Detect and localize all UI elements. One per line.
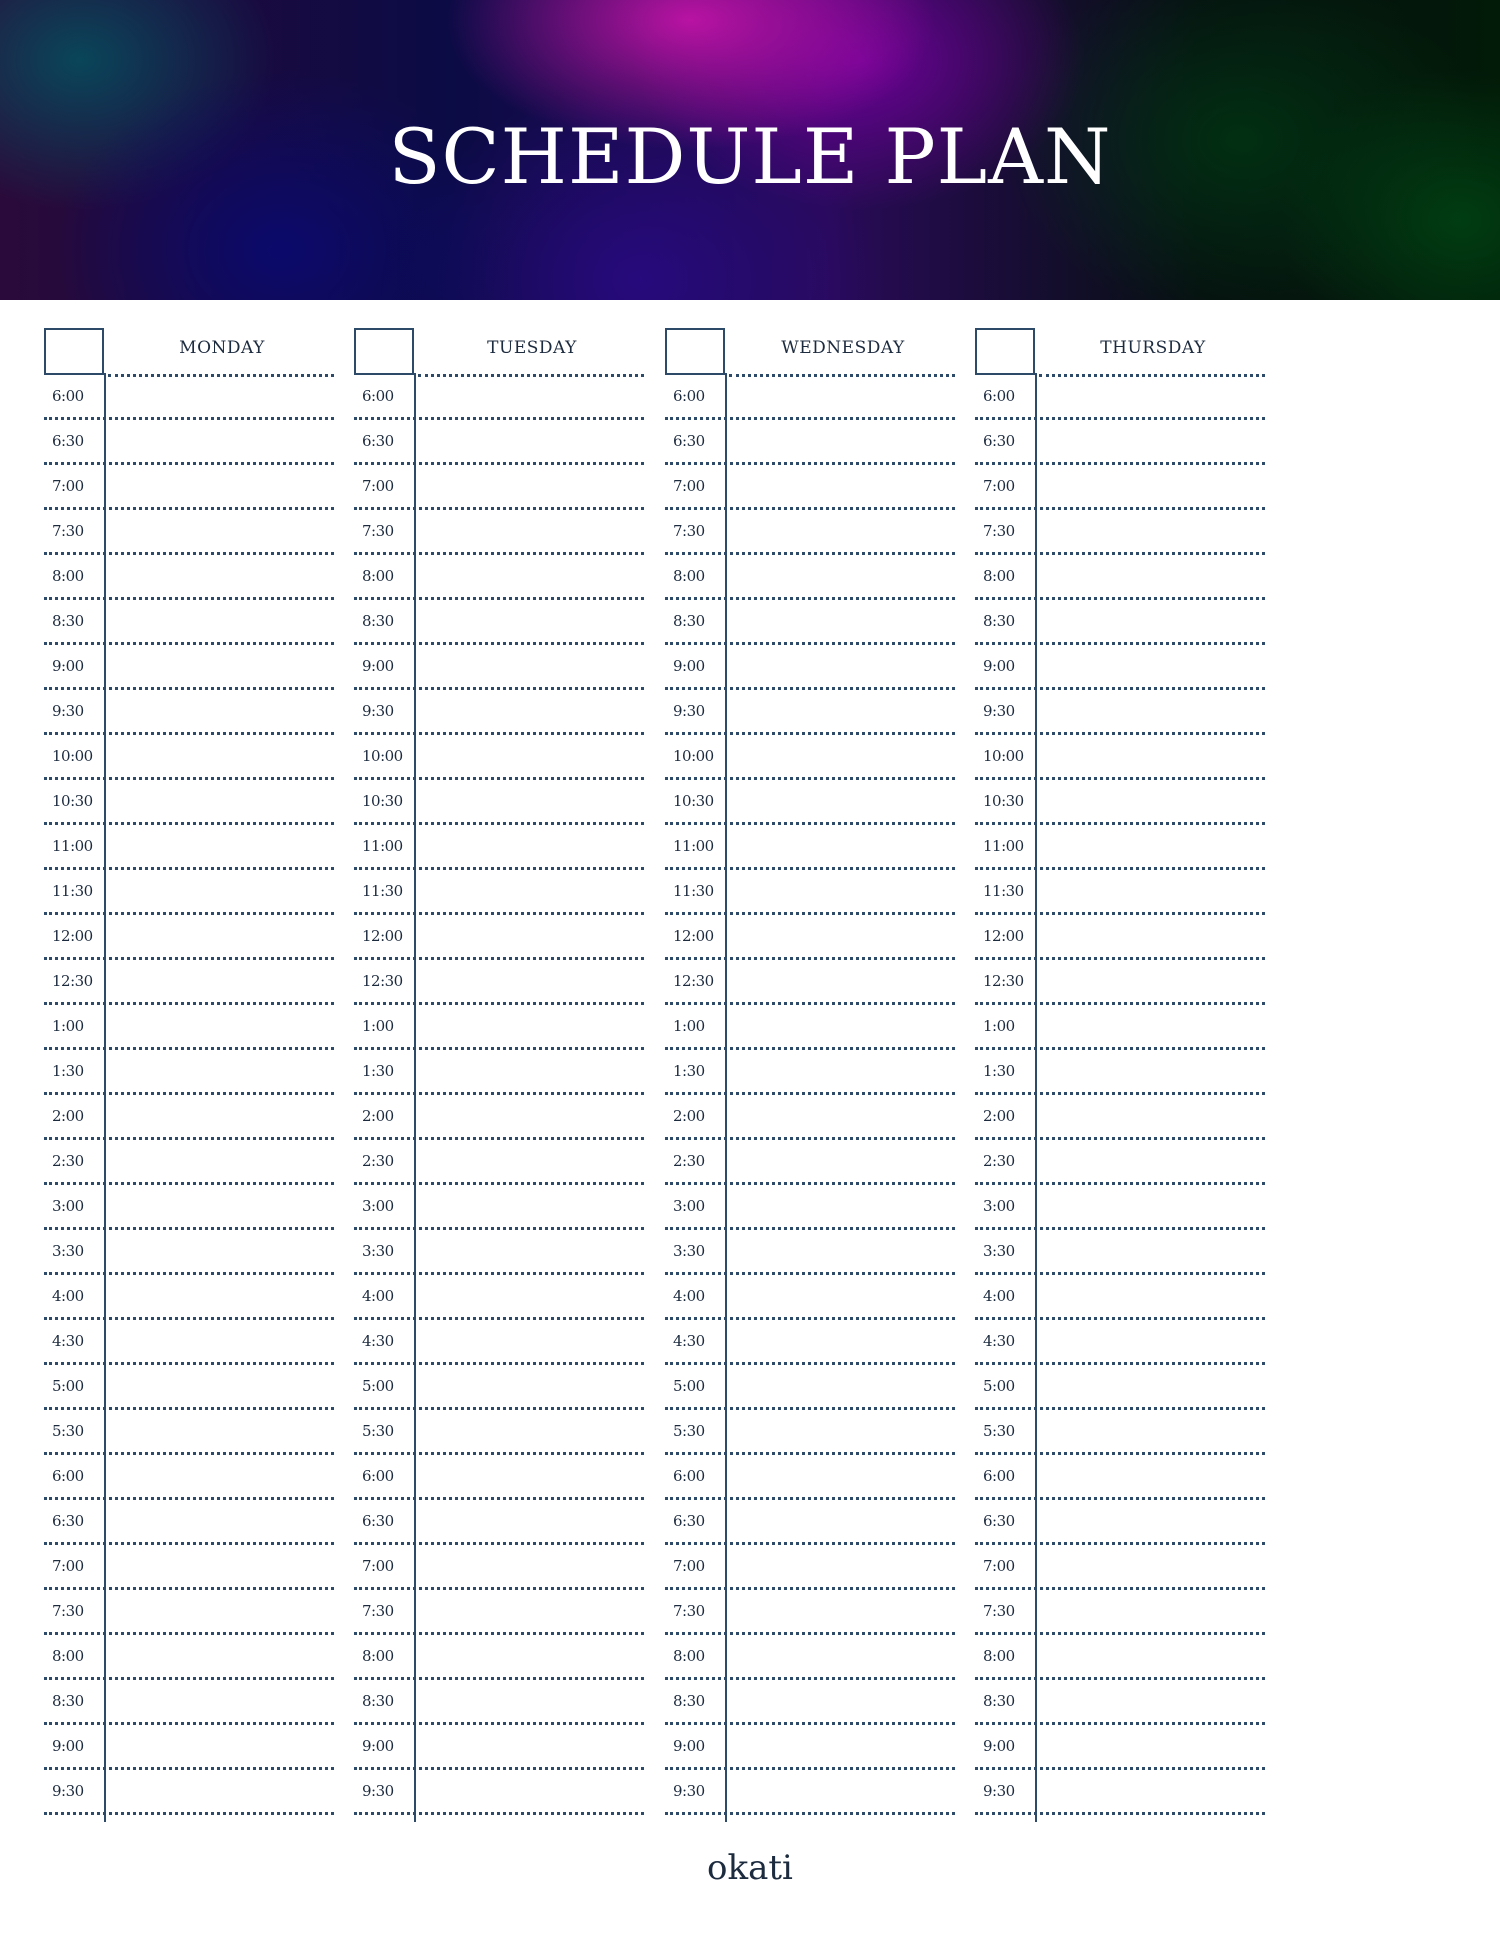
time-slot[interactable] — [975, 1545, 1265, 1590]
time-label: 7:00 — [673, 477, 705, 495]
time-label: 4:00 — [983, 1287, 1015, 1305]
time-slot[interactable] — [665, 1635, 955, 1680]
time-label: 7:00 — [52, 477, 84, 495]
time-label: 1:00 — [673, 1017, 705, 1035]
day-checkbox[interactable] — [975, 328, 1035, 375]
time-label: 5:30 — [673, 1422, 705, 1440]
time-slot[interactable] — [665, 780, 955, 825]
time-label: 9:30 — [673, 1782, 705, 1800]
time-label: 11:30 — [362, 882, 403, 900]
time-label: 6:30 — [983, 432, 1015, 450]
time-label: 4:30 — [52, 1332, 84, 1350]
time-label: 8:30 — [52, 612, 84, 630]
time-label: 8:30 — [983, 1692, 1015, 1710]
time-slot[interactable] — [354, 915, 644, 960]
time-slot[interactable] — [354, 420, 644, 465]
time-label: 3:30 — [362, 1242, 394, 1260]
time-slot[interactable] — [975, 1005, 1265, 1050]
time-label: 4:00 — [52, 1287, 84, 1305]
time-label: 2:30 — [673, 1152, 705, 1170]
time-label: 9:30 — [362, 1782, 394, 1800]
time-slot[interactable] — [975, 735, 1265, 780]
time-slot[interactable] — [354, 1770, 644, 1815]
time-label: 6:00 — [673, 1467, 705, 1485]
day-column-tuesday — [354, 328, 644, 1822]
time-slot[interactable] — [665, 555, 955, 600]
time-label: 7:00 — [362, 1557, 394, 1575]
time-slot[interactable] — [354, 600, 644, 645]
day-checkbox[interactable] — [665, 328, 725, 375]
time-slot[interactable] — [665, 1050, 955, 1095]
time-slot[interactable] — [44, 780, 334, 825]
time-label: 7:00 — [983, 477, 1015, 495]
time-slot[interactable] — [975, 690, 1265, 735]
time-slot[interactable] — [665, 960, 955, 1005]
time-slot[interactable] — [44, 1275, 334, 1320]
time-label: 12:00 — [673, 927, 714, 945]
time-slot[interactable] — [44, 375, 334, 420]
time-label: 11:00 — [362, 837, 403, 855]
time-slot[interactable] — [665, 510, 955, 555]
time-slot[interactable] — [665, 420, 955, 465]
time-slot[interactable] — [975, 1140, 1265, 1185]
time-label: 5:00 — [362, 1377, 394, 1395]
time-label: 9:00 — [362, 1737, 394, 1755]
time-slot[interactable] — [354, 1500, 644, 1545]
time-slot[interactable] — [975, 375, 1265, 420]
time-slot[interactable] — [975, 1275, 1265, 1320]
time-label: 12:00 — [362, 927, 403, 945]
time-slot[interactable] — [665, 1725, 955, 1770]
time-label: 9:00 — [362, 657, 394, 675]
time-label: 1:30 — [983, 1062, 1015, 1080]
time-label: 1:30 — [362, 1062, 394, 1080]
time-slot[interactable] — [44, 1500, 334, 1545]
time-label: 7:30 — [983, 1602, 1015, 1620]
time-label: 5:00 — [983, 1377, 1015, 1395]
time-label: 5:00 — [673, 1377, 705, 1395]
day-column-monday — [44, 328, 334, 1822]
time-label: 7:30 — [52, 1602, 84, 1620]
day-checkbox[interactable] — [354, 328, 414, 375]
time-label: 11:00 — [673, 837, 714, 855]
time-slot[interactable] — [975, 645, 1265, 690]
time-label: 12:00 — [52, 927, 93, 945]
time-label: 4:00 — [673, 1287, 705, 1305]
time-label: 9:30 — [52, 1782, 84, 1800]
time-slot[interactable] — [44, 465, 334, 510]
time-label: 2:00 — [983, 1107, 1015, 1125]
time-label: 6:30 — [362, 1512, 394, 1530]
time-label: 5:30 — [983, 1422, 1015, 1440]
time-slot[interactable] — [975, 1635, 1265, 1680]
time-label: 2:30 — [362, 1152, 394, 1170]
time-label: 12:30 — [52, 972, 93, 990]
time-label: 6:30 — [52, 1512, 84, 1530]
time-label: 11:00 — [52, 837, 93, 855]
time-slot[interactable] — [44, 1725, 334, 1770]
day-label: TUESDAY — [487, 338, 577, 358]
time-label: 1:30 — [52, 1062, 84, 1080]
time-label: 9:00 — [983, 1737, 1015, 1755]
time-slot[interactable] — [44, 1545, 334, 1590]
time-label: 3:00 — [983, 1197, 1015, 1215]
time-label: 6:30 — [673, 1512, 705, 1530]
time-label: 9:30 — [673, 702, 705, 720]
time-label: 6:30 — [362, 432, 394, 450]
time-label: 9:00 — [673, 657, 705, 675]
time-label: 10:00 — [362, 747, 403, 765]
time-slot[interactable] — [44, 1320, 334, 1365]
time-slot[interactable] — [665, 1005, 955, 1050]
time-label: 9:30 — [52, 702, 84, 720]
time-label: 1:00 — [362, 1017, 394, 1035]
time-label: 2:30 — [52, 1152, 84, 1170]
time-slot[interactable] — [354, 870, 644, 915]
time-slot[interactable] — [665, 735, 955, 780]
time-label: 7:30 — [673, 1602, 705, 1620]
time-slot[interactable] — [665, 1545, 955, 1590]
time-label: 11:30 — [673, 882, 714, 900]
time-label: 7:00 — [52, 1557, 84, 1575]
time-slot[interactable] — [975, 1770, 1265, 1815]
slot-divider — [975, 1812, 1265, 1815]
time-label: 1:30 — [673, 1062, 705, 1080]
time-label: 9:00 — [52, 1737, 84, 1755]
time-slot[interactable] — [975, 1230, 1265, 1275]
time-label: 8:00 — [52, 1647, 84, 1665]
time-label: 10:00 — [52, 747, 93, 765]
time-slot[interactable] — [665, 600, 955, 645]
time-label: 10:00 — [983, 747, 1024, 765]
time-label: 12:30 — [362, 972, 403, 990]
day-column-wednesday — [665, 328, 955, 1822]
slot-divider — [665, 1812, 955, 1815]
time-slot[interactable] — [354, 825, 644, 870]
time-slot[interactable] — [44, 1140, 334, 1185]
time-slot[interactable] — [354, 1455, 644, 1500]
time-label: 10:30 — [983, 792, 1024, 810]
time-slot[interactable] — [44, 1770, 334, 1815]
time-slot[interactable] — [44, 960, 334, 1005]
time-slot[interactable] — [354, 1680, 644, 1725]
time-label: 6:00 — [362, 387, 394, 405]
time-slot[interactable] — [975, 825, 1265, 870]
time-slot[interactable] — [44, 1095, 334, 1140]
time-label: 6:00 — [983, 387, 1015, 405]
time-slot[interactable] — [354, 1590, 644, 1635]
time-label: 3:00 — [52, 1197, 84, 1215]
time-slot[interactable] — [44, 1050, 334, 1095]
time-slot[interactable] — [354, 1410, 644, 1455]
time-label: 3:00 — [673, 1197, 705, 1215]
time-label: 9:00 — [52, 657, 84, 675]
time-slot[interactable] — [665, 1500, 955, 1545]
time-label: 11:30 — [983, 882, 1024, 900]
time-slot[interactable] — [665, 375, 955, 420]
time-label: 8:30 — [673, 612, 705, 630]
time-label: 8:30 — [362, 1692, 394, 1710]
time-label: 5:30 — [362, 1422, 394, 1440]
time-slot[interactable] — [44, 555, 334, 600]
time-slot[interactable] — [975, 1050, 1265, 1095]
time-slot[interactable] — [354, 510, 644, 555]
time-slot[interactable] — [354, 1005, 644, 1050]
time-label: 7:30 — [362, 1602, 394, 1620]
time-slot[interactable] — [354, 1725, 644, 1770]
time-label: 9:00 — [673, 1737, 705, 1755]
day-checkbox[interactable] — [44, 328, 104, 375]
time-label: 6:30 — [52, 432, 84, 450]
time-label: 9:30 — [983, 1782, 1015, 1800]
time-label: 8:30 — [983, 612, 1015, 630]
day-label: THURSDAY — [1100, 338, 1206, 358]
time-slot[interactable] — [975, 960, 1265, 1005]
time-slot[interactable] — [44, 1590, 334, 1635]
time-slot[interactable] — [354, 375, 644, 420]
time-slot[interactable] — [44, 1680, 334, 1725]
time-label: 3:30 — [673, 1242, 705, 1260]
time-slot[interactable] — [975, 1320, 1265, 1365]
time-slot[interactable] — [354, 735, 644, 780]
time-slot[interactable] — [975, 600, 1265, 645]
time-slot[interactable] — [44, 1005, 334, 1050]
time-slot[interactable] — [44, 690, 334, 735]
time-label: 6:30 — [673, 432, 705, 450]
time-label: 4:30 — [983, 1332, 1015, 1350]
time-slot[interactable] — [354, 690, 644, 735]
time-slot[interactable] — [665, 1410, 955, 1455]
time-label: 2:00 — [52, 1107, 84, 1125]
time-label: 4:30 — [673, 1332, 705, 1350]
time-slot[interactable] — [975, 1500, 1265, 1545]
time-label: 12:00 — [983, 927, 1024, 945]
time-slot[interactable] — [354, 780, 644, 825]
time-label: 9:30 — [362, 702, 394, 720]
time-label: 7:30 — [52, 522, 84, 540]
time-slot[interactable] — [44, 1455, 334, 1500]
time-slot[interactable] — [44, 735, 334, 780]
time-slot[interactable] — [975, 1590, 1265, 1635]
time-slot[interactable] — [665, 870, 955, 915]
time-label: 8:00 — [362, 567, 394, 585]
time-label: 8:00 — [362, 1647, 394, 1665]
slot-divider — [354, 1812, 644, 1815]
time-slot[interactable] — [975, 780, 1265, 825]
time-label: 3:30 — [52, 1242, 84, 1260]
time-label: 6:00 — [983, 1467, 1015, 1485]
time-slot[interactable] — [354, 1545, 644, 1590]
time-slot[interactable] — [354, 1185, 644, 1230]
brand-logo: okati — [707, 1848, 793, 1888]
time-slot[interactable] — [975, 510, 1265, 555]
time-slot[interactable] — [44, 915, 334, 960]
time-label: 10:30 — [52, 792, 93, 810]
time-slot[interactable] — [975, 1365, 1265, 1410]
time-slot[interactable] — [665, 1095, 955, 1140]
time-slot[interactable] — [44, 420, 334, 465]
slot-divider — [44, 1812, 334, 1815]
time-label: 5:00 — [52, 1377, 84, 1395]
time-label: 11:30 — [52, 882, 93, 900]
time-slot[interactable] — [44, 1365, 334, 1410]
time-slot[interactable] — [44, 1410, 334, 1455]
time-label: 7:30 — [983, 522, 1015, 540]
time-label: 2:00 — [673, 1107, 705, 1125]
time-label: 8:00 — [673, 1647, 705, 1665]
time-label: 1:00 — [52, 1017, 84, 1035]
header-banner — [0, 0, 1500, 300]
day-label: WEDNESDAY — [781, 338, 905, 358]
time-slot[interactable] — [354, 1275, 644, 1320]
time-slot[interactable] — [354, 1365, 644, 1410]
time-slot[interactable] — [975, 1095, 1265, 1140]
time-slot[interactable] — [354, 1140, 644, 1185]
time-slot[interactable] — [354, 1095, 644, 1140]
time-label: 10:30 — [673, 792, 714, 810]
time-slot[interactable] — [44, 1230, 334, 1275]
time-label: 2:00 — [362, 1107, 394, 1125]
time-slot[interactable] — [975, 870, 1265, 915]
time-label: 4:30 — [362, 1332, 394, 1350]
time-label: 2:30 — [983, 1152, 1015, 1170]
time-label: 8:30 — [52, 1692, 84, 1710]
time-label: 1:00 — [983, 1017, 1015, 1035]
time-slot[interactable] — [44, 870, 334, 915]
time-label: 12:30 — [983, 972, 1024, 990]
time-label: 4:00 — [362, 1287, 394, 1305]
time-slot[interactable] — [665, 1320, 955, 1365]
time-slot[interactable] — [665, 645, 955, 690]
time-slot[interactable] — [354, 555, 644, 600]
time-slot[interactable] — [354, 645, 644, 690]
time-slot[interactable] — [354, 960, 644, 1005]
time-slot[interactable] — [665, 1185, 955, 1230]
time-label: 7:00 — [362, 477, 394, 495]
time-label: 8:00 — [983, 1647, 1015, 1665]
time-slot[interactable] — [975, 1680, 1265, 1725]
time-label: 9:30 — [983, 702, 1015, 720]
time-slot[interactable] — [44, 645, 334, 690]
time-slot[interactable] — [665, 465, 955, 510]
time-slot[interactable] — [665, 1140, 955, 1185]
time-slot[interactable] — [665, 1590, 955, 1635]
time-slot[interactable] — [665, 1680, 955, 1725]
time-label: 6:00 — [362, 1467, 394, 1485]
time-label: 3:00 — [362, 1197, 394, 1215]
time-label: 8:00 — [52, 567, 84, 585]
time-label: 6:00 — [52, 1467, 84, 1485]
day-column-thursday — [975, 328, 1265, 1822]
time-slot[interactable] — [354, 1050, 644, 1095]
time-slot[interactable] — [975, 420, 1265, 465]
time-label: 7:00 — [983, 1557, 1015, 1575]
time-slot[interactable] — [354, 465, 644, 510]
time-label: 7:30 — [673, 522, 705, 540]
time-slot[interactable] — [44, 825, 334, 870]
time-label: 11:00 — [983, 837, 1024, 855]
time-label: 10:00 — [673, 747, 714, 765]
time-slot[interactable] — [975, 555, 1265, 600]
time-label: 6:30 — [983, 1512, 1015, 1530]
time-slot[interactable] — [665, 825, 955, 870]
time-slot[interactable] — [44, 510, 334, 555]
time-label: 8:30 — [673, 1692, 705, 1710]
time-label: 7:00 — [673, 1557, 705, 1575]
time-label: 9:00 — [983, 657, 1015, 675]
time-label: 7:30 — [362, 522, 394, 540]
time-label: 8:00 — [983, 567, 1015, 585]
time-label: 8:00 — [673, 567, 705, 585]
time-label: 12:30 — [673, 972, 714, 990]
time-slot[interactable] — [975, 1185, 1265, 1230]
time-label: 3:30 — [983, 1242, 1015, 1260]
time-slot[interactable] — [665, 690, 955, 735]
time-slot[interactable] — [665, 1230, 955, 1275]
time-slot[interactable] — [975, 465, 1265, 510]
time-slot[interactable] — [975, 1725, 1265, 1770]
time-slot[interactable] — [354, 1230, 644, 1275]
time-slot[interactable] — [354, 1635, 644, 1680]
time-slot[interactable] — [975, 1410, 1265, 1455]
time-slot[interactable] — [975, 1455, 1265, 1500]
time-label: 8:30 — [362, 612, 394, 630]
time-slot[interactable] — [44, 600, 334, 645]
time-slot[interactable] — [665, 915, 955, 960]
page-title: SCHEDULE PLAN — [388, 112, 1112, 201]
time-label: 6:00 — [52, 387, 84, 405]
time-label: 10:30 — [362, 792, 403, 810]
time-slot[interactable] — [44, 1185, 334, 1230]
time-label: 5:30 — [52, 1422, 84, 1440]
time-slot[interactable] — [44, 1635, 334, 1680]
time-label: 6:00 — [673, 387, 705, 405]
time-slot[interactable] — [975, 915, 1265, 960]
time-slot[interactable] — [665, 1275, 955, 1320]
day-label: MONDAY — [179, 338, 265, 358]
time-slot[interactable] — [665, 1455, 955, 1500]
time-slot[interactable] — [665, 1770, 955, 1815]
time-slot[interactable] — [665, 1365, 955, 1410]
time-slot[interactable] — [354, 1320, 644, 1365]
